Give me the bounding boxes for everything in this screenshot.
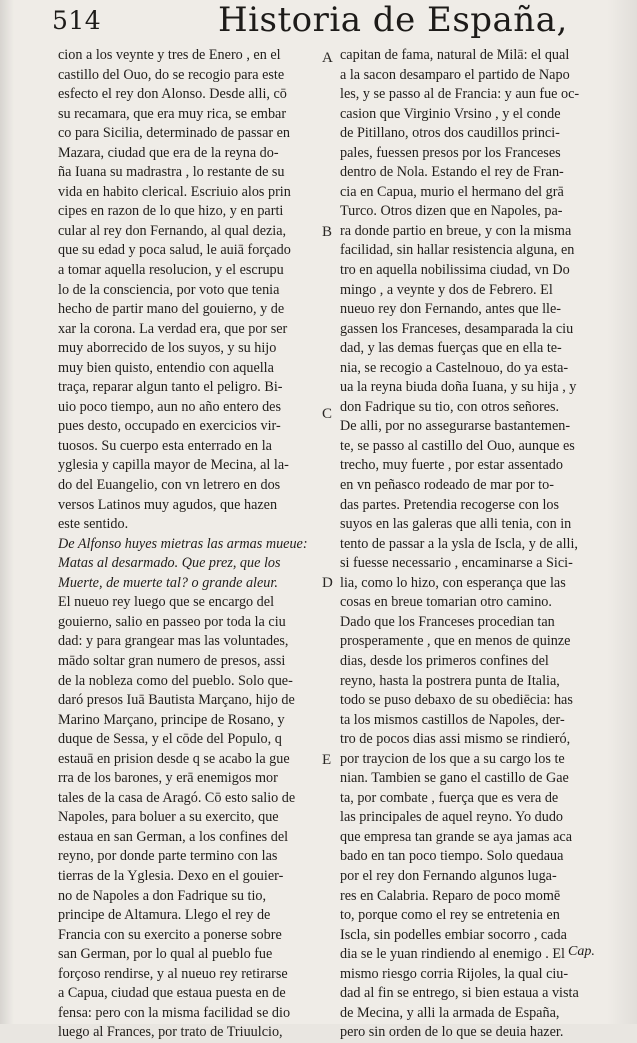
text-line: to, porque como el rey se entretenia en <box>340 907 560 924</box>
right-text-column <box>340 46 602 1043</box>
text-line: nia, se recogio a Castelnouo, do ya esta- <box>340 359 569 376</box>
text-line: forçoso rendirse, y al nueuo rey retirarse <box>58 965 288 982</box>
text-line: prosperamente , que en menos de quinze <box>340 633 571 650</box>
text-line: nueuo rey don Fernando, antes que lle- <box>340 301 562 318</box>
gutter-shadow <box>0 0 14 1024</box>
margin-letter-d: D <box>322 575 333 591</box>
margin-letter-e: E <box>322 752 332 768</box>
catchword: Cap. <box>568 944 595 959</box>
text-line: dia se le yuan rindiendo al enemigo . El <box>340 946 565 963</box>
text-line: a la sacon desamparo el partido de Napo <box>340 66 570 83</box>
text-line: ua la reyna biuda doña Iuana, y su hija , y <box>340 379 577 396</box>
text-line: les, y se passo al de Francia: y aun fue oc- <box>340 86 580 103</box>
text-line: tales de la casa de Aragó. Cō esto salio de <box>58 789 296 806</box>
text-line: estaua en san German, a los confines del <box>58 828 289 845</box>
text-line: a tomar aquella resolucion, y el escrupu <box>58 262 284 279</box>
text-line: Iscla, sin podelles embiar socorro , cada <box>340 926 567 943</box>
text-line: de Mecina, y alli la armada de España, <box>340 1004 560 1021</box>
text-line: que empresa tan grande se aya jamas aca <box>340 828 573 845</box>
text-line: mādo soltar gran numero de presos, assi <box>58 652 286 669</box>
text-line: mismo riesgo corria Rijoles, la qual ciu- <box>340 965 569 982</box>
left-text-column <box>58 46 326 1043</box>
text-line: mingo , a veynte y dos de Febrero. El <box>340 281 553 298</box>
text-line: xar la corona. La verdad era, que por ser <box>58 320 288 337</box>
text-line: en vn peñasco rodeado de mar por to- <box>340 477 554 494</box>
text-line: duque de Sessa, y el cōde del Populo, q <box>58 731 282 748</box>
text-line: Matas al desarmado. Que prez, que los <box>58 555 281 572</box>
text-line: Marino Marçano, principe de Rosano, y <box>58 711 285 728</box>
text-line: muy bien quisto, entendio con aquella <box>58 359 274 376</box>
text-line: si fuesse necessario , encaminarse a Sici- <box>340 555 573 572</box>
text-line: casion que Virginio Vrsino , y el conde <box>340 105 561 122</box>
page-header <box>0 0 637 46</box>
text-line: hecho de partir mano del gouierno, y de <box>58 301 285 318</box>
text-line: traça, reparar algun tanto el peligro. Bi- <box>58 379 283 396</box>
text-line: El nueuo rey luego que se encargo del <box>58 594 275 611</box>
text-line: Napoles, para boluer a su exercito, que <box>58 809 279 826</box>
text-line: tierras de la Yglesia. Dexo en el gouier- <box>58 867 284 884</box>
text-line: ra donde partio en breue, y con la misma <box>340 222 572 239</box>
text-line: tro de pocos dias assi mismo se rindieró, <box>340 731 571 748</box>
text-line: pales, fuessen presos por los Franceses <box>340 144 561 161</box>
text-line: ta los mismos castillos de Napoles, der- <box>340 711 565 728</box>
text-line: pues desto, occupado en exercicios vir- <box>58 418 281 435</box>
text-line: por el rey don Fernando algunos luga- <box>340 867 557 884</box>
text-line: cipes en razon de lo que hizo, y en parti <box>58 203 284 220</box>
text-line: fensa: pero con la misma facilidad se dio <box>58 1004 291 1021</box>
text-line: Turco. Otros dizen que en Napoles, pa- <box>340 203 563 220</box>
text-line: capitan de fama, natural de Milā: el qual <box>340 47 570 63</box>
text-line: Muerte, de muerte tal? o grande aleur. <box>58 574 278 591</box>
text-line: vida en habito clerical. Escriuio alos prin <box>58 183 291 200</box>
text-line: rra de los barones, y erā enemigos mor <box>58 770 278 787</box>
text-line: cular al rey don Fernando, al qual dezia, <box>58 222 287 239</box>
margin-letter-b: B <box>322 224 333 240</box>
text-line: cion a los veynte y tres de Enero , en el <box>58 47 281 63</box>
text-line: tuosos. Su cuerpo esta enterrado en la <box>58 437 272 454</box>
text-line: daró presos Iuā Bautista Marçano, hijo de <box>58 692 295 709</box>
text-line: lo de la consciencia, por voto que tenia <box>58 281 280 298</box>
text-line: este sentido. <box>58 516 129 533</box>
running-title: Historia de España, <box>218 0 568 40</box>
text-line: luego al Frances, por trato de Triuulcio, <box>58 1024 283 1041</box>
margin-letter-a: A <box>322 50 333 66</box>
text-line: das partes. Pretendia recogerse con los <box>340 496 560 513</box>
text-line: reyno, por donde parte termino con las <box>58 848 278 865</box>
text-line: castillo del Ouo, do se recogio para este <box>58 66 285 83</box>
text-line: muy aborrecido de los suyos, y su hijo <box>58 340 277 357</box>
text-line: De Alfonso huyes mietras las armas mueue: <box>58 535 308 552</box>
text-line: por traycion de los que a su cargo los te <box>340 750 565 767</box>
text-line: principe de Altamura. Llego el rey de <box>58 907 271 924</box>
text-line: a Capua, ciudad que estaua puesta en de <box>58 985 286 1002</box>
text-line: ña Iuana su madrastra , lo restante de su <box>58 164 285 181</box>
text-line: todo se puso debaxo de su obediēcia: has <box>340 692 573 709</box>
text-line: cia en Capua, murio el hermano del grā <box>340 183 564 200</box>
text-line: trecho, muy fuerte , por estar assentado <box>340 457 563 474</box>
page-number: 514 <box>52 6 102 35</box>
text-line: te, se passo al castillo del Ouo, aunque es <box>340 437 575 454</box>
text-line: Dado que los Franceses procedian tan <box>340 613 555 630</box>
text-line: dias, desde los primeros confines del <box>340 652 549 669</box>
text-line: de Pitillano, otros dos caudillos princi- <box>340 125 560 142</box>
text-line: las principales de aquel reyno. Yo dudo <box>340 809 564 826</box>
page-edge-shadow <box>607 0 637 1024</box>
text-line: san German, por lo qual al pueblo fue <box>58 946 273 963</box>
text-line: tento de passar a la ysla de Iscla, y de alli, <box>340 535 578 552</box>
text-line: facilidad, sin hallar resistencia alguna, en <box>340 242 575 259</box>
text-line: dentro de Nola. Estando el rey de Fran- <box>340 164 564 181</box>
text-line: nian. Tambien se gano el castillo de Gae <box>340 770 569 787</box>
text-line: do del Euangelio, con vn letrero en dos <box>58 477 281 494</box>
text-line: dad al fin se entrego, si bien estaua a vista <box>340 985 579 1002</box>
text-line: dad, y las demas fuerças que en ella te- <box>340 340 562 357</box>
text-line: pero sin orden de lo que se deuia hazer. <box>340 1024 564 1041</box>
text-line: res en Calabria. Reparo de poco momē <box>340 887 561 904</box>
text-line: cosas en breue tomarian otro camino. <box>340 594 552 611</box>
text-line: ta, por combate , fuerça que es vera de <box>340 789 559 806</box>
text-line: tro en aquella nobilissima ciudad, vn Do <box>340 262 570 279</box>
margin-letter-c: C <box>322 406 333 422</box>
text-line: que su edad y poca salud, le auiā forçado <box>58 242 291 259</box>
text-line: gassen los Franceses, desamparada la ciu <box>340 320 574 337</box>
text-line: bado en tan poco tiempo. Solo quedaua <box>340 848 564 865</box>
text-line: gouierno, salio en passeo por toda la ciu <box>58 613 286 630</box>
text-line: no de Napoles a don Fadrique su tio, <box>58 887 267 904</box>
text-line: De alli, por no assegurarse bastantemen- <box>340 418 571 435</box>
text-line: suyos en las galeras que alli tenia, con in <box>340 516 572 533</box>
text-line: dad: y para grangear mas las voluntades, <box>58 633 289 650</box>
text-line: esfecto el rey don Alonso. Desde alli, cō <box>58 86 287 103</box>
text-line: co para Sicilia, determinado de passar en <box>58 125 291 142</box>
text-line: yglesia y capilla mayor de Mecina, al la- <box>58 457 289 474</box>
text-line: versos Latinos muy agudos, que hazen <box>58 496 278 513</box>
text-line: de la nobleza como del pueblo. Solo que- <box>58 672 293 689</box>
text-line: reyno, hasta la postrera punta de Italia, <box>340 672 560 689</box>
text-line: Francia con su exercito a ponerse sobre <box>58 926 282 943</box>
text-line: estauā en prision desde q se acabo la gue <box>58 750 290 767</box>
text-line: don Fadrique su tio, con otros señores. <box>340 398 560 415</box>
text-line: Mazara, ciudad que era de la reyna do- <box>58 144 279 161</box>
text-line: lia, como lo hizo, con esperança que las <box>340 574 566 591</box>
text-line: su recamara, que era muy rica, se embar <box>58 105 287 122</box>
text-line: uio poco tiempo, aun no año entero des <box>58 398 282 415</box>
